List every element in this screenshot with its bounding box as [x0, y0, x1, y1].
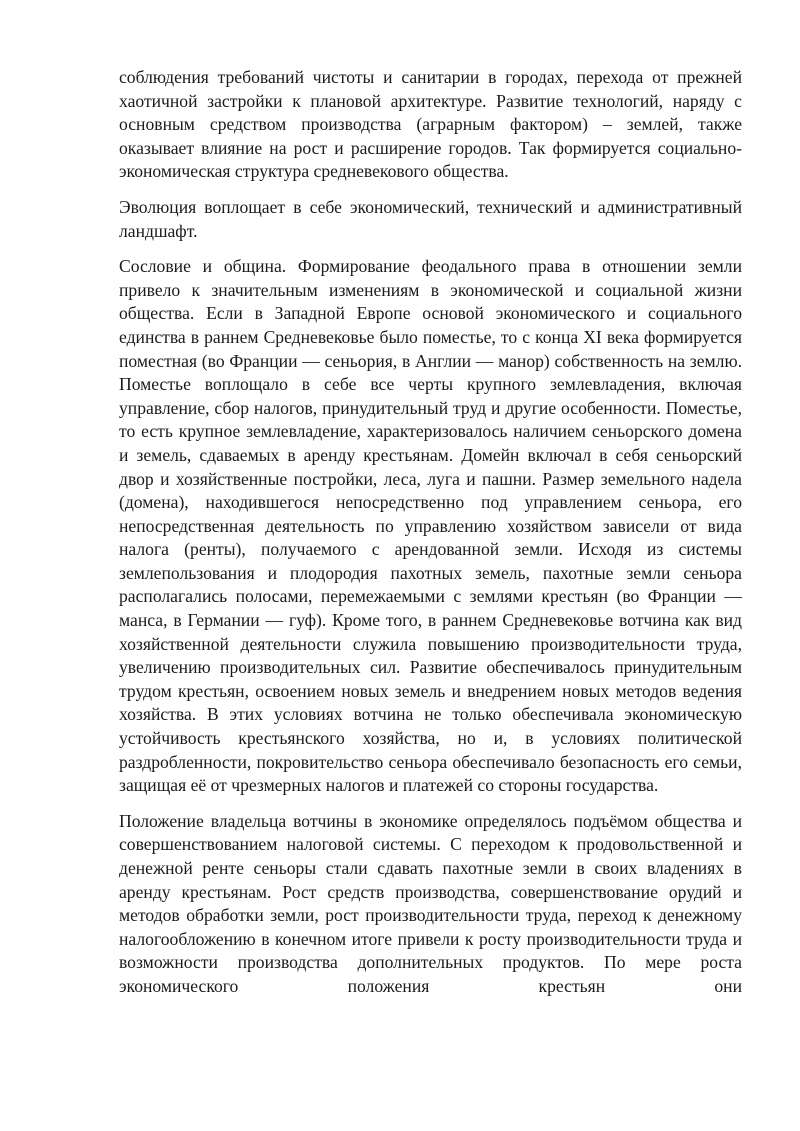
paragraph-estate-and-community: Сословие и община. Формирование феодального права в отношении земли привело к значительным изменениям в экономической и социальной жизни общества. Если в Западной Европе основой экономического и социального единства в раннем Средневековье было поместье, то с конца XI века формируется поместная (во Франции — сеньория, в Англии — манор) собственность на землю. Поместье воплощало в себе все черты крупного землевладения, включая управление, сбор налогов, принудительный труд и другие особенности. Поместье, то есть крупное землевладение, характеризовалось наличием сеньорского домена и земель, сдаваемых в аренду крестьянам. Домейн включал в себя сеньорский двор и хозяйственные постройки, леса, луга и пашни. Размер земельного надела (домена), находившегося непосредственно под управлением сеньора, его непосредственная деятельность по управлению хозяйством зависели от вида налога (ренты), получаемого с арендованной земли. Исходя из системы землепользования и плодородия пахотных земель, пахотные земли сеньора располагались полосами, перемежаемыми с землями крестьян (во Франции — манса, в Германии — гуф). Кроме того, в раннем Средневековье вотчина как вид хозяйственной деятельности служила повышению производительности труда, увеличению производительных сил. Развитие обеспечивалось принудительным трудом крестьян, освоением новых земель и внедрением новых методов ведения хозяйства. В этих условиях вотчина не только обеспечивала экономическую устойчивость крестьянского хозяйства, но и, в условиях политической раздробленности, покровительство сеньора обеспечивало безопасность его семьи, защищая её от чрезмерных налогов и платежей со стороны государства.: [119, 256, 742, 796]
paragraph-estate-owner-position: Положение владельца вотчины в экономике определялось подъёмом общества и совершенствованием налоговой системы. С переходом к продовольственной и денежной ренте сеньоры стали сдавать пахотные земли в своих владениях в аренду крестьянам. Рост средств производства, совершенствование орудий и методов обработки земли, рост производительности труда, переход к денежному налогообложению в конечном итоге привели к росту производительности труда и возможности производства дополнительных продуктов. По мере роста экономического положения крестьян они: [119, 810, 742, 996]
paragraph-evolution: Эволюция воплощает в себе экономический, технический и административный ландшафт.: [119, 196, 742, 241]
document-page: [119, 66, 742, 999]
paragraph-urban-development: соблюдения требований чистоты и санитарии в городах, перехода от прежней хаотичной застройки к плановой архитектуре. Развитие технологий, наряду с основным средством производства (аграрным фактором) – землей, также оказывает влияние на рост и расширение городов. Так формируется социально-экономическая структура средневекового общества.: [119, 67, 742, 182]
